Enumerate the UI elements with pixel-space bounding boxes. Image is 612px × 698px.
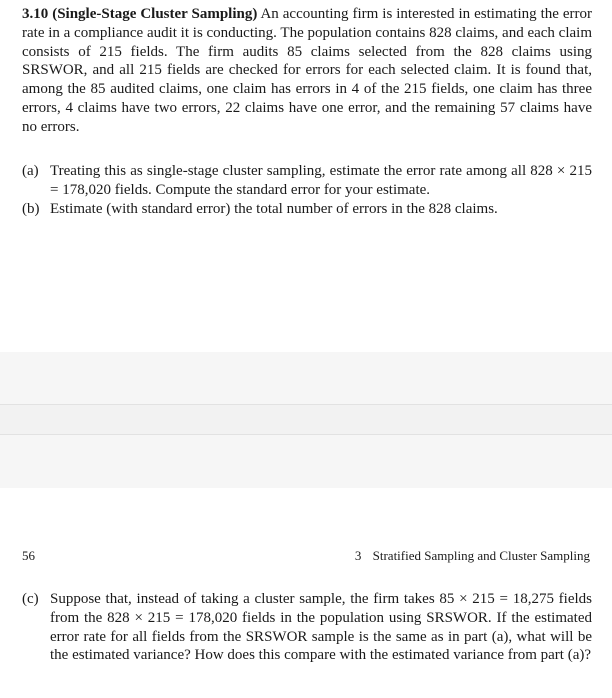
chapter-number: 3 (354, 548, 362, 563)
problem-parts (22, 162, 592, 218)
gap-band (0, 435, 612, 488)
part-a (22, 162, 592, 200)
page-number: 56 (22, 548, 35, 563)
part-c-text: Suppose that, instead of taking a cluster sample, the firm takes 85 × 215 = 18,275 fields from the 828 × 215 = 178,020 fields in the population using SRSWOR. If the estimated error rate for all fields from the SRSWOR sample is the same as in part (a), what will be the estimated variance? How does this compare with the estimated variance from part (a)? (50, 591, 592, 664)
part-b-label: (b) (22, 200, 40, 217)
chapter-title: Stratified Sampling and Cluster Sampling (372, 548, 590, 563)
problem-body: An accounting firm is interested in estimating the error rate in a compliance audit it is conducting. The population contains 828 claims, and each claim consists of 215 fields. The firm audits 85 claims selected from the 828 claims using SRSWOR, and all 215 fields are checked for errors for each selected claim. It is found that, among the 85 audited claims, one claim has errors in 4 of the 215 fields, one claim has three errors, 4 claims have two errors, 22 claims have one error, and the remaining 57 claims have no errors. (22, 6, 592, 135)
problem-heading: 3.10 (Single-Stage Cluster Sampling) (22, 6, 258, 22)
page-gap (0, 352, 612, 488)
gap-band (0, 352, 612, 404)
part-a-text: Treating this as single-stage cluster sampling, estimate the error rate among all 828 × 215 = 178,020 fields. Compute the standard error for your estimate. (50, 163, 592, 198)
part-b (22, 200, 592, 219)
running-head (355, 548, 590, 564)
part-a-label: (a) (22, 163, 39, 179)
part-b-text: Estimate (with standard error) the total number of errors in the 828 claims. (50, 200, 498, 217)
gap-divider (0, 404, 612, 405)
page-bottom (0, 488, 612, 698)
part-c (22, 590, 592, 665)
part-c-label: (c) (22, 591, 39, 607)
problem-statement (22, 5, 592, 137)
